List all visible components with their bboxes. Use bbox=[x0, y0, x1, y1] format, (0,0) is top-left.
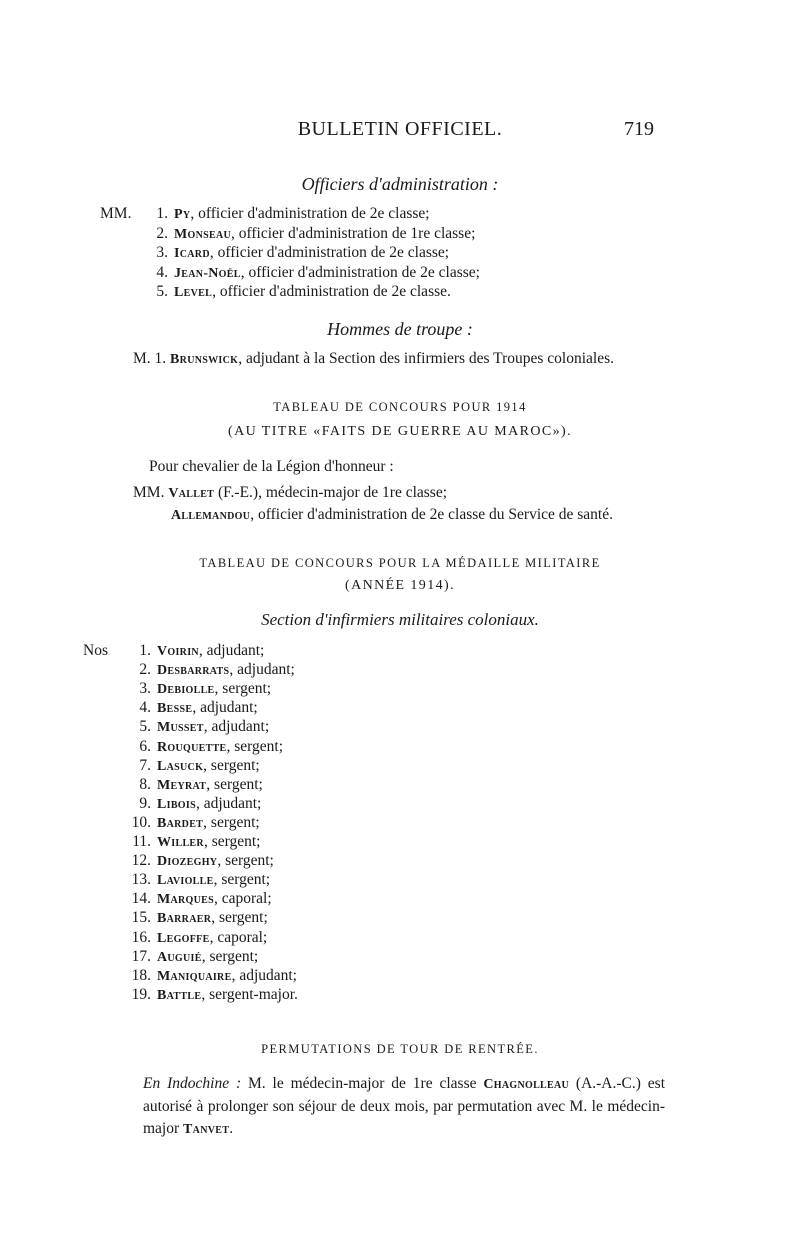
item-number: 11. bbox=[132, 833, 151, 850]
item-rest: , adjudant; bbox=[203, 718, 270, 736]
item-rest: , sergent-major. bbox=[201, 985, 298, 1003]
item-name: Libois bbox=[157, 796, 196, 812]
item-rest: , caporal; bbox=[209, 928, 268, 946]
tableau-concours-prefix: MM. bbox=[133, 484, 165, 501]
list-item bbox=[140, 244, 449, 262]
list-item bbox=[123, 890, 272, 908]
list-item bbox=[123, 852, 274, 870]
list-item bbox=[123, 757, 260, 775]
tableau-concours-line-2 bbox=[171, 506, 613, 524]
list-item bbox=[140, 283, 451, 301]
item-rest: , sergent; bbox=[203, 756, 260, 774]
item-name: Jean-Noël bbox=[174, 265, 241, 281]
item-number: 5. bbox=[139, 718, 151, 736]
tableau-concours-title: TABLEAU DE CONCOURS POUR 1914 bbox=[273, 400, 527, 414]
list-item bbox=[123, 948, 258, 966]
hommes-line bbox=[133, 350, 614, 368]
item-rest: , adjudant; bbox=[198, 642, 265, 659]
permutations-text-c: . bbox=[229, 1120, 234, 1137]
item-name: Diozeghy bbox=[157, 854, 218, 870]
item-number: 19. bbox=[131, 985, 151, 1003]
permutations-text-a: M. le médecin-major de 1re classe bbox=[241, 1075, 484, 1092]
item-rest: , sergent; bbox=[226, 737, 284, 755]
item-name: Desbarrats bbox=[157, 663, 230, 679]
item-rest: , officier d'administration de 1re classe; bbox=[231, 224, 476, 242]
permutations-place: En Indochine : bbox=[143, 1075, 242, 1092]
item-rest: , adjudant; bbox=[195, 794, 262, 812]
item-name: Debiolle bbox=[157, 682, 215, 698]
list-prefix: MM. bbox=[100, 205, 132, 222]
item-name: Marques bbox=[157, 892, 214, 908]
list-item bbox=[100, 205, 430, 223]
list-item bbox=[123, 986, 298, 1004]
item-number: 17. bbox=[131, 947, 151, 965]
hommes-heading: Hommes de troupe : bbox=[327, 319, 473, 339]
item-name: Monseau bbox=[174, 226, 231, 242]
hommes-rest: , adjudant à la Section des infirmiers des Troupes coloniales. bbox=[238, 350, 615, 367]
list-item bbox=[123, 661, 295, 679]
item-number: 7. bbox=[139, 756, 151, 774]
item-number: 10. bbox=[131, 813, 151, 831]
tableau-concours-name-2: Allemandou bbox=[171, 508, 251, 523]
item-number: 4. bbox=[156, 263, 168, 281]
medaille-subtitle: (ANNÉE 1914). bbox=[345, 578, 455, 593]
item-rest: , sergent; bbox=[214, 680, 272, 698]
tableau-concours-subtitle: (AU TITRE «FAITS DE GUERRE AU MAROC»). bbox=[228, 424, 572, 439]
item-rest: , caporal; bbox=[214, 890, 272, 908]
page-header-title: BULLETIN OFFICIEL. bbox=[297, 118, 503, 140]
list-item bbox=[123, 909, 268, 927]
item-number: 9. bbox=[139, 794, 151, 812]
item-number: 18. bbox=[131, 966, 151, 984]
item-rest: , sergent; bbox=[206, 775, 263, 793]
list-item bbox=[123, 699, 258, 717]
list-item bbox=[123, 776, 263, 794]
list-item bbox=[123, 929, 267, 947]
item-number: 1. bbox=[156, 205, 168, 222]
page-number: 719 bbox=[624, 118, 654, 140]
item-number: 4. bbox=[139, 699, 151, 717]
tableau-concours-rest-2: , officier d'administration de 2e classe du Service de santé. bbox=[250, 506, 613, 523]
list-item bbox=[140, 264, 480, 282]
item-name: Lasuck bbox=[157, 758, 204, 774]
item-name: Level bbox=[174, 285, 213, 300]
list-item bbox=[123, 738, 283, 756]
medaille-section-heading: Section d'infirmiers militaires coloniaux. bbox=[261, 610, 539, 629]
item-rest: , sergent; bbox=[203, 833, 261, 850]
item-rest: , sergent; bbox=[217, 852, 274, 870]
tableau-concours-intro: Pour chevalier de la Légion d'honneur : bbox=[149, 458, 394, 475]
permutations-name-2: Tanvet bbox=[183, 1122, 230, 1137]
medaille-title: TABLEAU DE CONCOURS POUR LA MÉDAILLE MILITAIRE bbox=[199, 556, 601, 570]
item-number: 6. bbox=[139, 737, 151, 755]
item-number: 5. bbox=[156, 283, 168, 300]
item-name: Musset bbox=[157, 720, 204, 736]
item-name: Meyrat bbox=[157, 777, 207, 793]
hommes-name: Brunswick bbox=[170, 352, 239, 367]
item-number: 12. bbox=[131, 852, 151, 870]
tableau-concours-line-1 bbox=[133, 484, 447, 502]
permutations-paragraph bbox=[143, 1073, 665, 1141]
list-item bbox=[123, 833, 260, 851]
item-rest: , officier d'administration de 2e classe; bbox=[240, 263, 480, 281]
officiers-heading: Officiers d'administration : bbox=[301, 174, 499, 194]
item-name: Maniquaire bbox=[157, 968, 232, 984]
item-number: 2. bbox=[156, 224, 168, 242]
item-name: Icard bbox=[174, 246, 210, 261]
item-number: 3. bbox=[156, 244, 168, 261]
item-number: 14. bbox=[131, 890, 151, 908]
permutations-title: PERMUTATIONS DE TOUR DE RENTRÉE. bbox=[261, 1042, 539, 1056]
item-number: 8. bbox=[139, 775, 151, 793]
list-prefix: Nos bbox=[83, 642, 108, 659]
list-item bbox=[123, 871, 270, 889]
item-number: 15. bbox=[131, 909, 151, 927]
list-item bbox=[140, 225, 475, 243]
item-name: Battle bbox=[157, 987, 202, 1003]
item-name: Rouquette bbox=[157, 739, 227, 755]
list-item bbox=[123, 967, 297, 985]
item-number: 3. bbox=[139, 680, 151, 698]
item-rest: , sergent; bbox=[213, 871, 271, 889]
list-item bbox=[123, 814, 260, 832]
item-name: Voirin bbox=[157, 644, 199, 659]
item-rest: , adjudant; bbox=[231, 966, 297, 984]
item-name: Bardet bbox=[157, 815, 204, 831]
list-item bbox=[123, 795, 261, 813]
item-number: 16. bbox=[131, 928, 151, 946]
item-number: 1. bbox=[139, 642, 151, 659]
item-name: Besse bbox=[157, 701, 193, 717]
item-number: 2. bbox=[139, 661, 151, 679]
item-rest: , sergent; bbox=[203, 813, 260, 831]
tableau-concours-name-1: Vallet bbox=[168, 486, 215, 501]
item-rest: , officier d'administration de 2e classe. bbox=[212, 283, 451, 300]
item-number: 13. bbox=[131, 871, 151, 889]
tableau-concours-rest-1: (F.-E.), médecin-major de 1re classe; bbox=[214, 484, 448, 501]
item-rest: , sergent; bbox=[201, 947, 259, 965]
list-item bbox=[123, 680, 271, 698]
item-name: Auguié bbox=[157, 949, 202, 965]
item-rest: , adjudant; bbox=[229, 661, 295, 679]
item-name: Barraer bbox=[157, 911, 212, 927]
item-name: Willer bbox=[157, 835, 204, 850]
list-item bbox=[123, 718, 269, 736]
item-name: Py bbox=[174, 207, 191, 222]
item-rest: , officier d'administration de 2e classe; bbox=[190, 205, 430, 222]
item-rest: , sergent; bbox=[211, 909, 268, 927]
hommes-prefix: M. 1. bbox=[133, 350, 167, 367]
item-name: Laviolle bbox=[157, 873, 214, 889]
list-item bbox=[83, 642, 265, 660]
permutations-text-b: (A.-A.-C.) est autorisé à prolonger son séjour de deux mois, par permutation avec M. le médecin-major bbox=[143, 1075, 666, 1137]
item-rest: , adjudant; bbox=[192, 699, 258, 717]
permutations-name-1: Chagnolleau bbox=[483, 1077, 570, 1092]
item-rest: , officier d'administration de 2e classe; bbox=[209, 244, 450, 261]
item-name: Legoffe bbox=[157, 930, 210, 946]
